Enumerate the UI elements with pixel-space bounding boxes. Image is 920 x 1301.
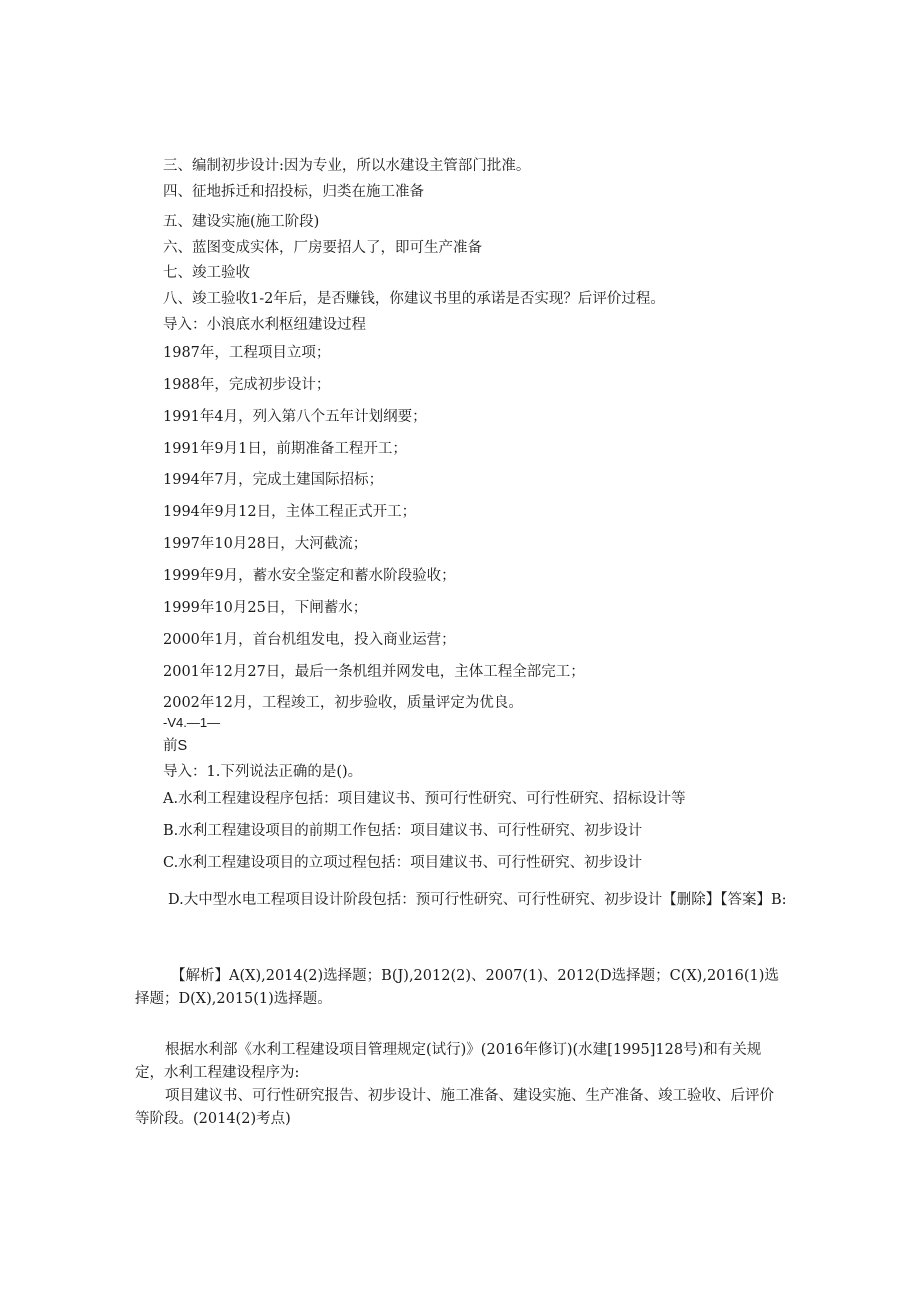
- timeline-item: 1994年7月，完成土建国际招标；: [163, 472, 384, 488]
- sequence-paragraph: 项目建议书、可行性研究报告、初步设计、施工准备、建设实施、生产准备、竣工验收、后评价等阶段。(2014(2)考点): [135, 1088, 774, 1127]
- timeline-item: 1987年，工程项目立项；: [163, 345, 331, 361]
- timeline-item: 1999年10月25日，下闸蓄水；: [163, 600, 368, 616]
- question-stem: 导入：1.下列说法正确的是()。: [163, 764, 363, 780]
- step-5: 五、建设实施(施工阶段): [163, 214, 320, 230]
- page-marker: -V4.—1—: [163, 715, 221, 730]
- timeline-item: 1991年4月，列入第八个五年计划纲要；: [163, 409, 427, 425]
- timeline-item: 2002年12月，工程竣工，初步验收，质量评定为优良。: [163, 695, 523, 711]
- timeline-item: 2000年1月，首台机组发电，投入商业运营；: [163, 632, 456, 648]
- option-d: D.大中型水电工程项目设计阶段包括：预可行性研究、可行性研究、初步设计【删除】【答案】B:: [168, 892, 787, 908]
- timeline-item: 1999年9月，蓄水安全鉴定和蓄水阶段验收；: [163, 568, 456, 584]
- option-a: A.水利工程建设程序包括：项目建议书、预可行性研究、可行性研究、招标设计等: [163, 791, 686, 807]
- step-4: 四、征地拆迁和招投标，归类在施工准备: [163, 184, 424, 200]
- timeline-item: 1994年9月12日，主体工程正式开工；: [163, 504, 417, 520]
- step-8: 八、竣工验收1-2年后，是否赚钱，你建议书里的承诺是否实现？后评价过程。: [163, 291, 665, 307]
- step-6: 六、蓝图变成实体，厂房要招人了，即可生产准备: [163, 240, 482, 256]
- option-c: C.水利工程建设项目的立项过程包括：项目建议书、可行性研究、初步设计: [163, 855, 643, 871]
- timeline-item: 1991年9月1日，前期准备工程开工；: [163, 441, 407, 457]
- timeline-item: 1997年10月28日，大河截流；: [163, 536, 368, 552]
- basis-paragraph: 根据水利部《水利工程建设项目管理规定(试行)》(2016年修订)(水建[1995]128号)和有关规定，水利工程建设程序为:: [135, 1042, 762, 1081]
- analysis-paragraph: 【解析】A(X),2014(2)选择题；B(J),2012(2)、2007(1)、2012(D选择题；C(X),2016(1)选择题；D(X),2015(1)选择题。: [135, 968, 779, 1007]
- timeline-item: 1988年，完成初步设计；: [163, 377, 331, 393]
- intro-heading: 导入：小浪底水利枢纽建设过程: [163, 317, 366, 333]
- step-7: 七、竣工验收: [163, 265, 250, 281]
- step-3: 三、编制初步设计:因为专业，所以水建设主管部门批准。: [163, 158, 531, 174]
- page-marker-2: 前S: [163, 738, 188, 754]
- option-b: B.水利工程建设项目的前期工作包括：项目建议书、可行性研究、初步设计: [163, 823, 643, 839]
- timeline-item: 2001年12月27日，最后一条机组并网发电，主体工程全部完工；: [163, 664, 585, 680]
